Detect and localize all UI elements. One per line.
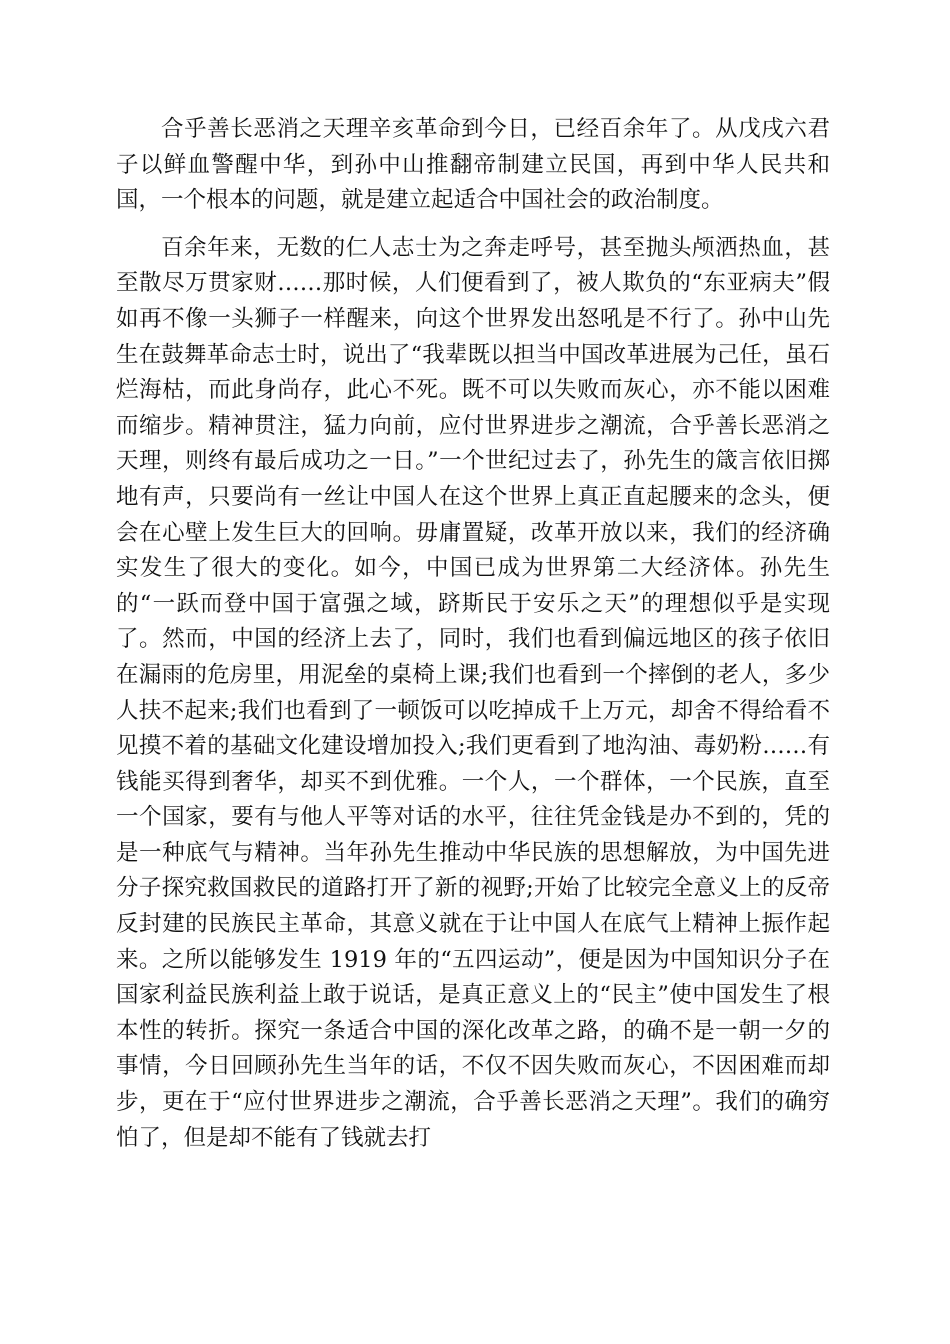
paragraph-1: 合乎善长恶消之天理辛亥革命到今日，已经百余年了。从戊戌六君子以鲜血警醒中华，到孙中山推翻帝制建立民国，再到中华人民共和国，一个根本的问题，就是建立起适合中国社会的政治制度。 bbox=[116, 116, 830, 214]
document-body bbox=[116, 112, 830, 1156]
paragraph-2: 百余年来，无数的仁人志士为之奔走呼号，甚至抛头颅洒热血，甚至散尽万贯家财……那时候，人们便看到了，被人欺负的“东亚病夫”假如再不像一头狮子一样醒来，向这个世界发出怒吼是不行了。孙中山先生在鼓舞革命志士时，说出了“我辈既以担当中国改革进展为己任，虽石烂海枯，而此身尚存，此心不死。既不可以失败而灰心，亦不能以困难而缩步。精神贯注，猛力向前，应付世界进步之潮流，合乎善长恶消之天理，则终有最后成功之一日。”一个世纪过去了，孙先生的箴言依旧掷地有声，只要尚有一丝让中国人在这个世界上真正直起腰来的念头，便会在心壁上发生巨大的回响。毋庸置疑，改革开放以来，我们的经济确实发生了很大的变化。如今，中国已成为世界第二大经济体。孙先生的“一跃而登中国于富强之域，跻斯民于安乐之天”的理想似乎是实现了。然而，中国的经济上去了，同时，我们也看到偏远地区的孩子依旧在漏雨的危房里，用泥垒的桌椅上课;我们也看到一个摔倒的老人，多少人扶不起来;我们也看到了一顿饭可以吃掉成千上万元，却舍不得给看不见摸不着的基础文化建设增加投入;我们更看到了地沟油、毒奶粉……有钱能买得到奢华，却买不到优雅。一个人，一个群体，一个民族，直至一个国家，要有与他人平等对话的水平，往往凭金钱是办不到的，凭的是一种底气与精神。当年孙先生推动中华民族的思想解放，为中国先进分子探究救国救民的道路打开了新的视野;开始了比较完全意义上的反帝反封建的民族民主革命，其意义就在于让中国人在底气上精神上振作起来。之所以能够发生 1919 年的“五四运动”，便是因为中国知识分子在国家利益民族利益上敢于说话，是真正意义上的“民主”使中国发生了根本性的转折。探究一条适合中国的深化改革之路，的确不是一朝一夕的事情，今日回顾孙先生当年的话，不仅不因失败而灰心，不因困难而却步，更在于“应付世界进步之潮流，合乎善长恶消之天理”。我们的确穷怕了，但是却不能有了钱就去打 bbox=[116, 234, 830, 1151]
